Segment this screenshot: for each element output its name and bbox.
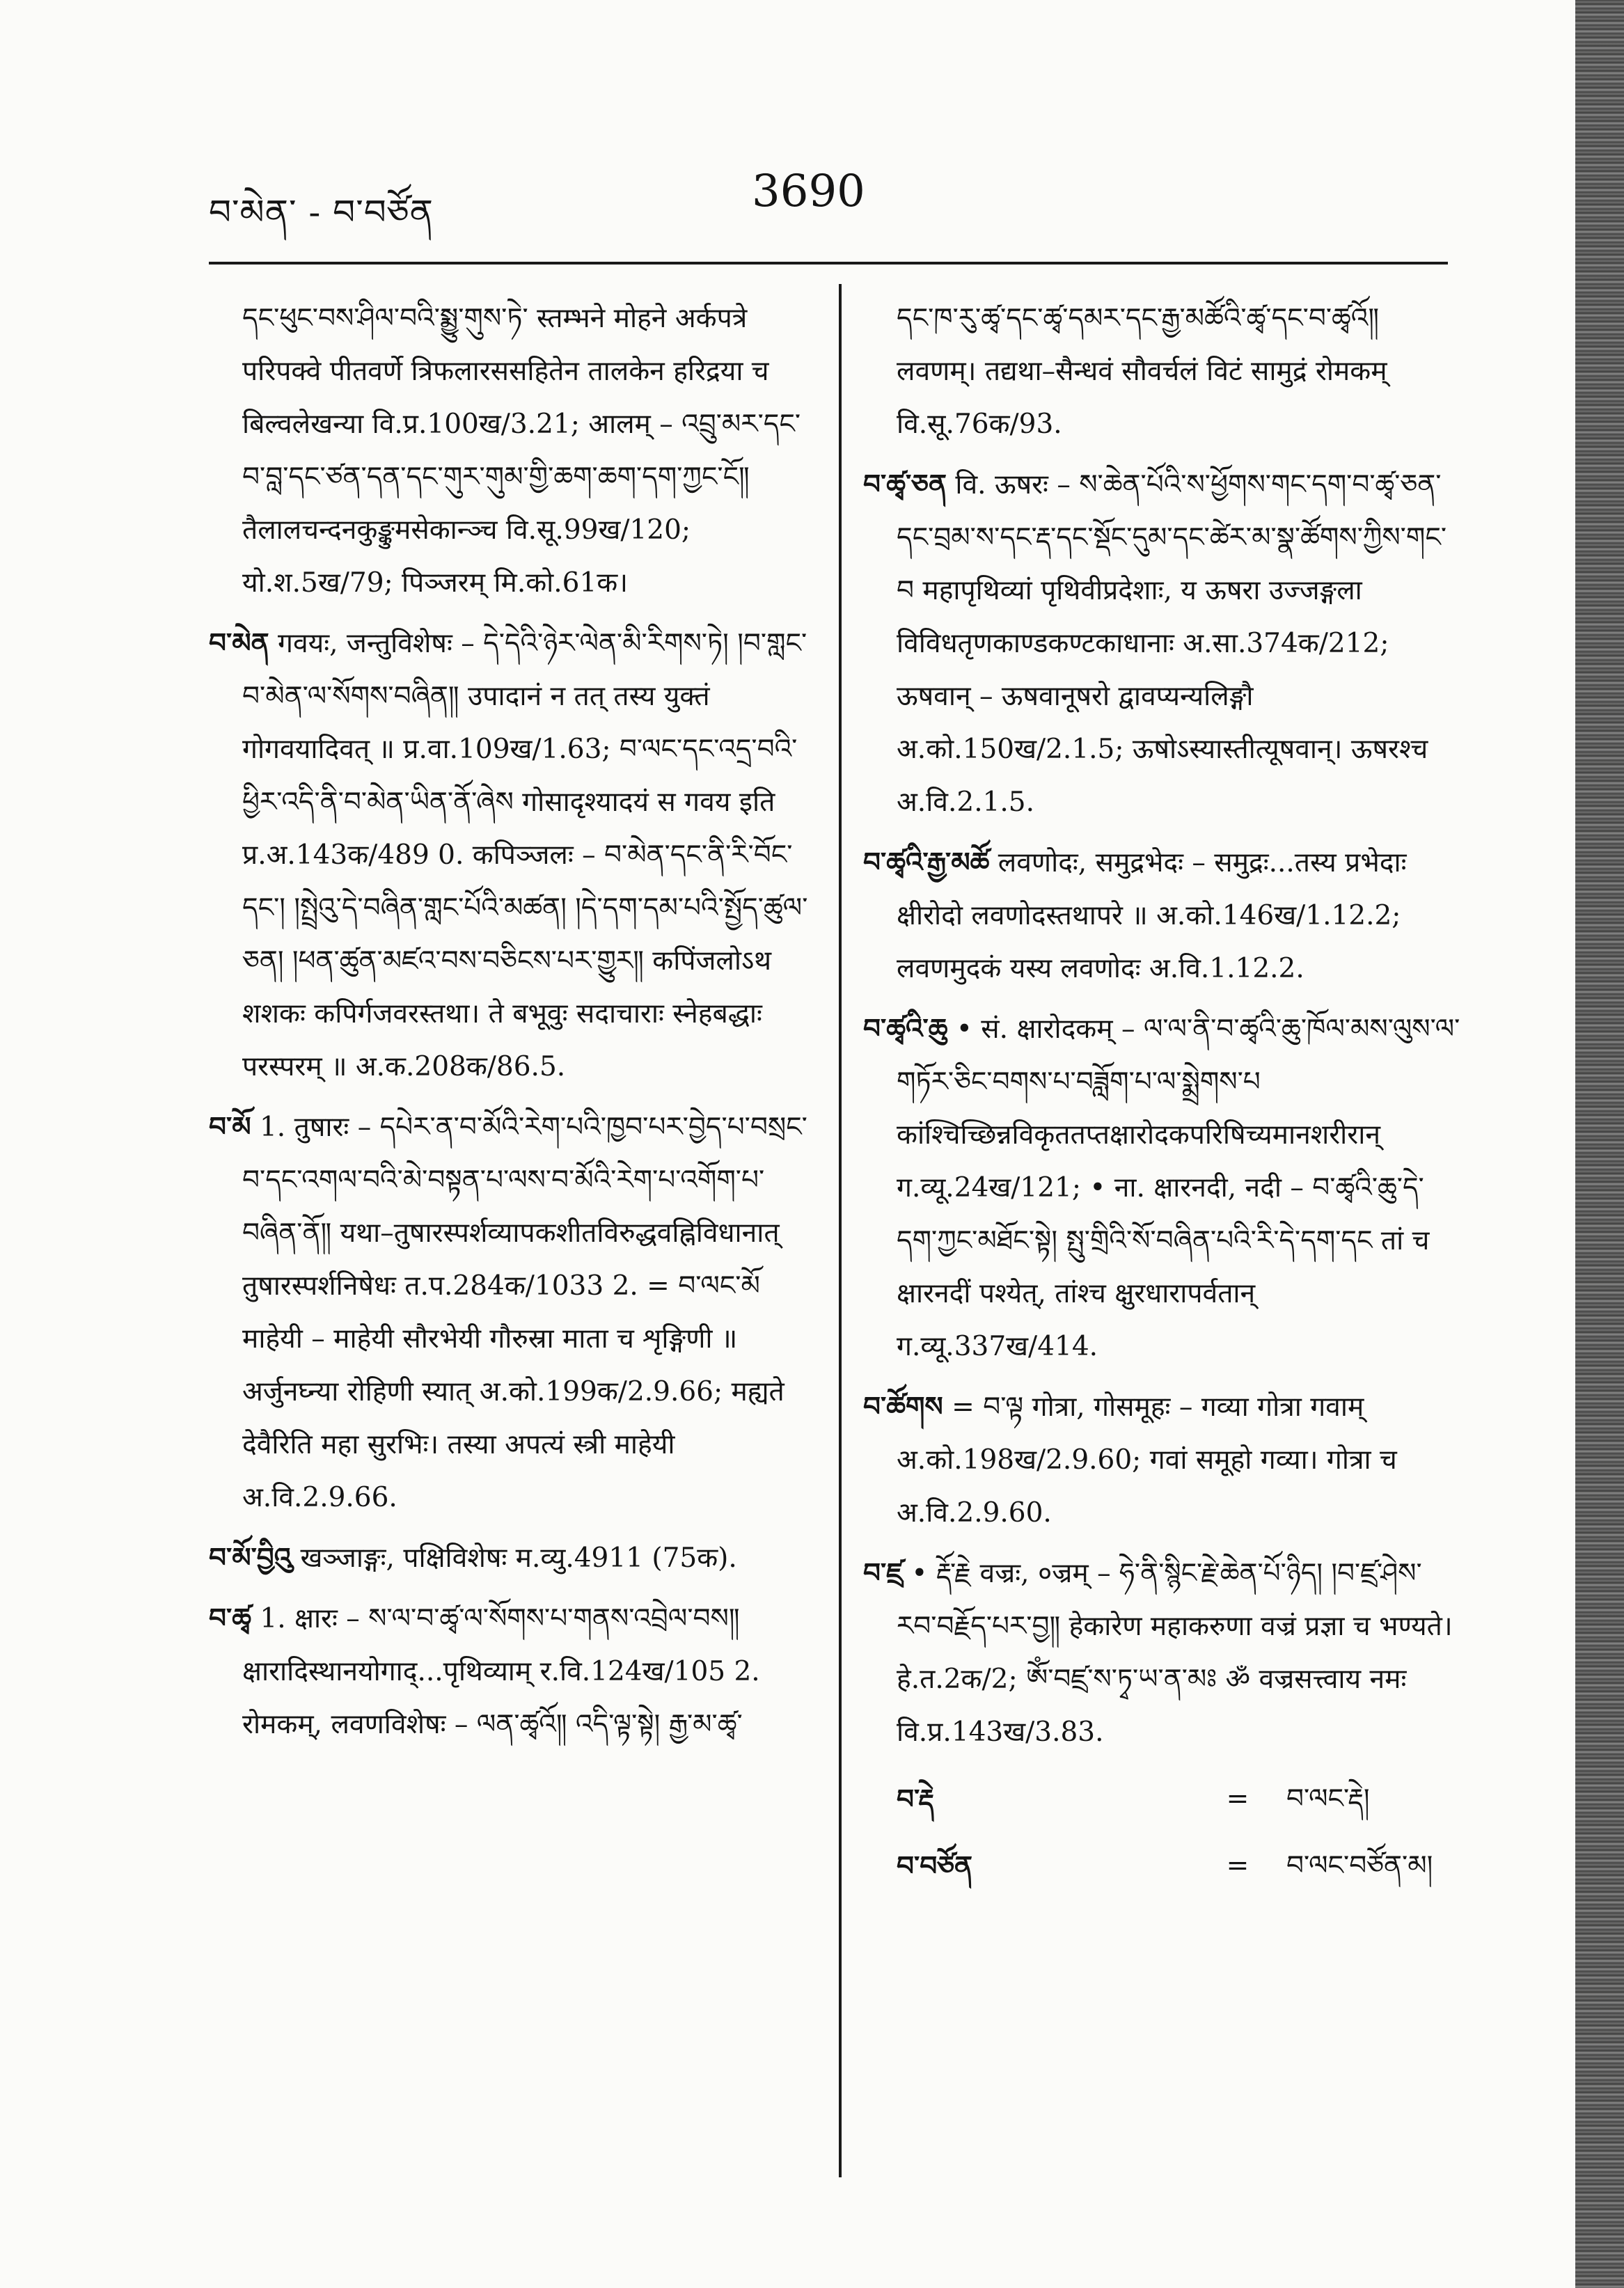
headword: བ་ཚོགས (863, 1391, 943, 1423)
entry-text: དང་ཁ་རུ་ཚྭ་དང་ཚྭ་དམར་དང་རྒྱ་མཚོའི་ཚྭ་དང་བ་ཚྭའོ༎ लवणम्। तद्यथा–सैन्धवं सौवर्चलं विटं सामुद्रं रोमकम् वि.सू.76क/93. (897, 303, 1387, 440)
entry-text: खञ्जाङ्गः, पक्षिविशेषः म.व्यु.4911 (75क). (300, 1543, 737, 1574)
entry-text: = བ་ལྟ गोत्रा, गोसमूहः – गव्या गोत्रा गवाम् अ.को.198ख/2.9.60; गवां समूहो गव्या। गोत्रा च अ.वि.2.9.60. (897, 1391, 1397, 1529)
dictionary-entry (863, 1547, 1462, 1759)
headword: བ་ཚྭའི་རྒྱ་མཚོ (863, 846, 990, 878)
equals-sign: = (1226, 1783, 1249, 1815)
entry-text: वि. ऊषरः – ས་ཆེན་པོའི་ས་ཕྱོགས་གང་དག་བ་ཚྭ་ཅན་དང་བྲམ་ས་དང་རྡ་དང་སྡོང་དུམ་དང་ཚེར་མ་སྣ་ཚོགས་ཀྱིས་གང་བ महापृथिव्यां पृथिवीप्रदेशाः, य ऊषरा उज्जङ्गला विविधतृणकाण्डकण्टकाधानाः अ.सा.374क/212; ऊषवान् – ऊषवानूषरो द्वावप्यन्यलिङ्गौ अ.को.150ख/2.1.5; ऊषोऽस्यास्तीत्यूषवान्। ऊषरश्च अ.वि.2.1.5. (897, 469, 1447, 818)
dictionary-entry (209, 1100, 821, 1524)
entry-text: लवणोदः, समुद्रभेदः – समुद्रः...तस्य प्रभेदाः क्षीरोदो लवणोदस्तथापरे ॥ अ.को.146ख/1.12.2; लवणमुदकं यस्य लवणोदः अ.वि.1.12.2. (897, 847, 1407, 984)
dictionary-entry (863, 458, 1462, 829)
dictionary-entry (209, 1592, 821, 1751)
headword: བ་མོ་བྱིའུ (209, 1542, 292, 1574)
entry-continuation (209, 292, 821, 610)
headword: བ་མེན (209, 627, 269, 659)
dictionary-entry (863, 1002, 1462, 1373)
header-rule (209, 262, 1448, 265)
equals-sign: = (1226, 1850, 1249, 1881)
headword: བ་ཛྲ (863, 1557, 903, 1589)
page-number: 3690 (752, 166, 865, 217)
entry-text: गवयः, जन्तुविशेषः – དེ་དེའི་ཉེར་ལེན་མི་རིགས་ཏེ། །བ་གླང་བ་མེན་ལ་སོགས་བཞིན༎ उपादानं न तत् तस्य युक्तं गोगवयादिवत् ॥ प्र.वा.109ख/1.63; བ་ལང་དང་འདྲ་བའི་ཕྱིར་འདི་ནི་བ་མེན་ཡིན་ནོ་ཞེས गोसादृश्यादयं स गवय इति प्र.अ.143क/489 0. कपिञ्जलः – བ་མེན་དང་ནི་རི་བོང་དང་། །སྤྲེའུ་དེ་བཞིན་གླང་པོའི་མཚན། །དེ་དག་དམ་པའི་སྤྱོད་ཚུལ་ཅན། །ཕན་ཚུན་མཛའ་བས་བཅིངས་པར་གྱུར༎ कपिंजलोऽथ शशकः कपिर्गजवरस्तथा। ते बभूवुः सदाचाराः स्नेहबद्धाः परस्परम् ॥ अ.क.208क/86.5. (242, 628, 808, 1082)
dictionary-entry (863, 836, 1462, 995)
entry-text: 1. तुषारः – དཔེར་ན་བ་མོའི་རེག་པའི་ཁྱབ་པར་བྱེད་པ་བསྲང་བ་དང་འགལ་བའི་མེ་བསྟན་པ་ལས་བ་མོའི་རེག་པ་འགོག་པ་བཞིན་ནོ༎ यथा–तुषारस्पर्शव्यापकशीतविरुद्धवह्निविधानात् तुषारस्पर्शनिषेधः त.प.284क/1033 2. = བ་ལང་མོ माहेयी – माहेयी सौरभेयी गौरुस्रा माता च शृङ्गिणी ॥ अर्जुनघ्न्या रोहिणी स्यात् अ.को.199क/2.9.66; मह्यते देवैरिति महा सुरभिः। तस्या अपत्यं स्त्री माहेयी अ.वि.2.9.66. (242, 1112, 807, 1513)
right-column (863, 292, 1462, 1893)
cross-reference-target: བ་ལང་བཙོན་མ། (1286, 1850, 1433, 1881)
headword: བ་བཙོན (897, 1850, 973, 1882)
scan-edge-shadow (1575, 0, 1624, 2288)
cross-reference (863, 1840, 1462, 1893)
running-head: བ་མེན་ - བ་བཙོན (209, 192, 434, 232)
column-divider (839, 284, 842, 2177)
headword: བ་རྡེ (897, 1783, 934, 1815)
entry-text: 1. क्षारः – ས་ལ་བ་ཚྭ་ལ་སོགས་པ་གནས་འབྲེལ་བས༎ क्षारादिस्थानयोगाद्...पृथिव्याम् र.वि.124ख/105 2. रोमकम्, लवणविशेषः – ལན་ཚྭའོ༎ འདི་ལྟ་སྟེ། རྒྱ་མ་ཚྭ་ (242, 1603, 760, 1740)
entry-text: • རྡོ་རྗེ वज्रः, ०ज्रम् – ཧེ་ནི་སྙིང་རྗེ་ཆེན་པོ་ཉིད། །བ་ཛྲ་ཤེས་རབ་བརྗོད་པར་བྱ༎ हेकारेण महाकरुणा वज्रं प्रज्ञा च भण्यते। हे.त.2क/2; ཨོཾ་བཛྲ་ས་ཏྭ་ཡ་ན་མཿ ॐ वज्रसत्त्वाय नमः वि.प्र.143ख/3.83. (897, 1558, 1453, 1748)
entry-text: • सं. क्षारोदकम् – ལ་ལ་ནི་བ་ཚྭའི་ཆུ་ཁོལ་མས་ལུས་ལ་གཏོར་ཅིང་བགས་པ་བཟློག་པ་ལ་སྨྲེགས་པ कांश्चिच्छिन्नविकृततप्तक्षारोदकपरिषिच्यमानशरीरान् ग.व्यू.24ख/121; • ना. क्षारनदी, नदी – བ་ཚྭའི་ཆུ་དེ་དག་ཀྱང་མཐོང་སྟེ། སྤུ་གྲིའི་སོ་བཞིན་པའི་རི་དེ་དག་དང तां च क्षारनदीं पश्येत्, तांश्च क्षुरधारापर्वतान् ग.व्यू.337ख/414. (897, 1013, 1460, 1362)
dictionary-entry (863, 1380, 1462, 1540)
left-column (209, 292, 821, 1758)
dictionary-entry (209, 617, 821, 1094)
entry-continuation (863, 292, 1462, 451)
dictionary-entry (209, 1531, 821, 1585)
headword: བ་མོ (209, 1111, 251, 1143)
headword: བ་ཚྭའི་ཆུ (863, 1013, 948, 1045)
headword: བ་ཚྭ (209, 1602, 251, 1634)
entry-text: དང་ཕུང་བས་ཤིལ་བའི་སྨྱུ་གུས་ཏེ་ स्तम्भने मोहने अर्कपत्रे परिपक्वे पीतवर्णे त्रिफलारससहितेन तालकेन हरिद्रया च बिल्वलेखन्या वि.प्र.100ख/3.21; आलम् – འབྲུ་མར་དང་བ་བླ་དང་ཙན་དན་དང་གུར་གུམ་གྱི་ཆག་ཆག་དག་ཀྱང་ངོ༎ तैलालचन्दनकुङ्कुमसेकान्ञ्च वि.सू.99ख/120; यो.श.5ख/79; पिञ्जरम् मि.को.61क। (242, 303, 801, 599)
cross-reference-target: བ་ལང་རྡེ། (1286, 1783, 1370, 1815)
cross-reference (863, 1773, 1462, 1826)
headword: བ་ཚྭ་ཅན (863, 468, 947, 500)
